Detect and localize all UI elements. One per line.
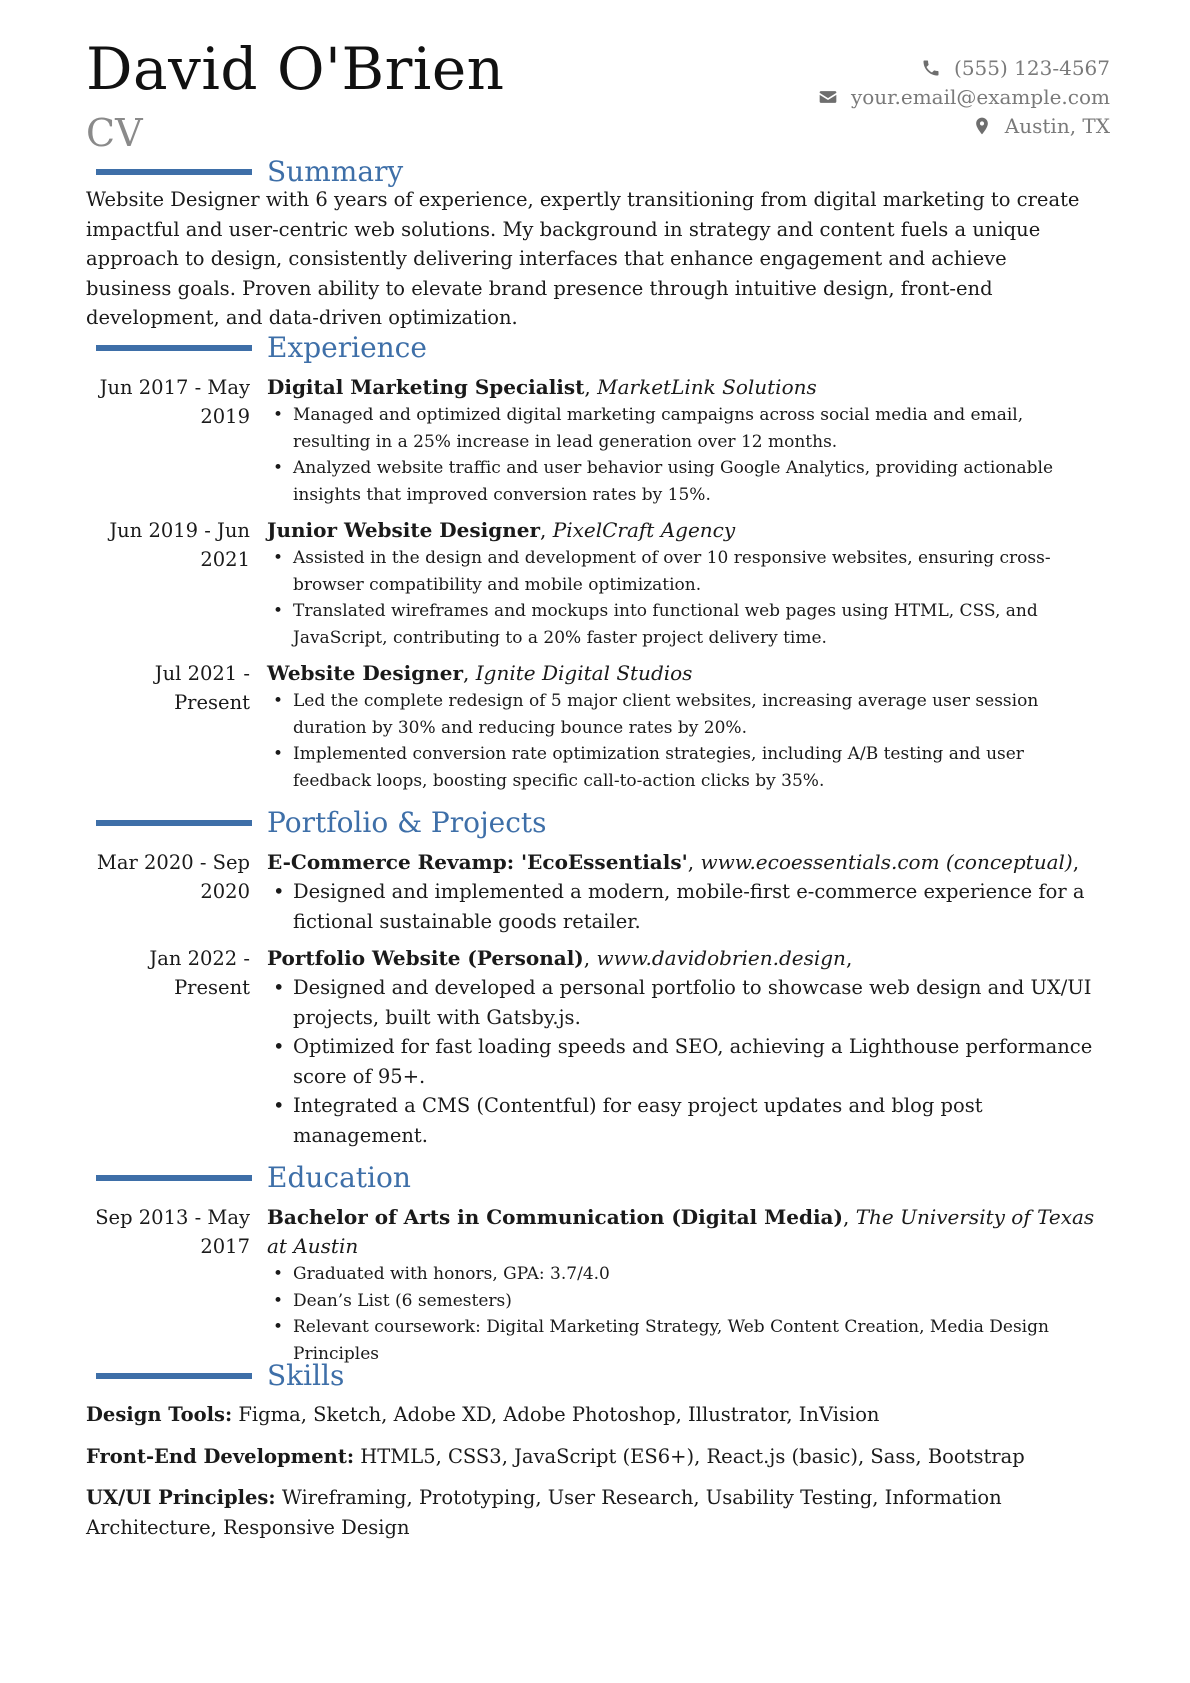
bullet-item: • Dean’s List (6 semesters): [267, 1288, 1097, 1315]
bullet-item: • Analyzed website traffic and user behavior using Google Analytics, providing actionable insights that improved conversion rates by 15%.: [267, 455, 1097, 508]
contact-block: [817, 54, 1110, 141]
skill-values: Figma, Sketch, Adobe XD, Adobe Photoshop, Illustrator, InVision: [238, 1403, 880, 1426]
entry-heading: Junior Website Designer, PixelCraft Agency: [267, 518, 736, 542]
phone-icon: [920, 57, 942, 77]
skill-row: [86, 1442, 1096, 1472]
entry-date: Sep 2013 - May 2017: [95, 1206, 250, 1258]
phone-text[interactable]: (555) 123-4567: [954, 56, 1110, 80]
skill-values: Wireframing, Prototyping, User Research, Usability Testing, Information Architecture, Responsive Design: [86, 1486, 1002, 1539]
entry-role: Website Designer: [267, 661, 464, 685]
section-rule: [96, 169, 252, 175]
bullet-item: • Led the complete redesign of 5 major client websites, increasing average user session duration by 30% and reducing bounce rates by 20%.: [267, 688, 1097, 741]
summary-text: Website Designer with 6 years of experience, expertly transitioning from digital marketing to create impactful and user-centric web solutions. My background in strategy and content fuels a unique approach to design, consistently delivering interfaces that enhance engagement and achieve business goals. Proven ability to elevate brand presence through intuitive design, front-end development, and data-driven optimization.: [86, 188, 1080, 329]
entry-heading: Portfolio Website (Personal), www.davidobrien.design,: [267, 946, 853, 970]
bullet-item: • Managed and optimized digital marketing campaigns across social media and email, resulting in a 25% increase in lead generation over 12 months.: [267, 402, 1097, 455]
skill-category: UX/UI Principles:: [86, 1486, 276, 1509]
entry-body: [267, 1203, 1097, 1367]
contact-email: [817, 83, 1110, 112]
bullet-item: • Designed and developed a personal portfolio to showcase web design and UX/UI projects, built with Gatsby.js.: [267, 973, 1097, 1032]
entry-date: Jul 2021 - Present: [154, 662, 250, 714]
entry-bullets: [267, 973, 1097, 1150]
section-rule: [96, 820, 252, 826]
entry-organization: PixelCraft Agency: [552, 518, 736, 542]
entry-date: Jun 2017 - May 2019: [99, 376, 250, 428]
location-text: Austin, TX: [1004, 114, 1110, 138]
skill-row: [86, 1483, 1096, 1542]
contact-phone: [817, 54, 1110, 83]
entry-heading: Digital Marketing Specialist, MarketLink Solutions: [267, 375, 817, 399]
entry-bullets: [267, 877, 1097, 936]
entry-role: Bachelor of Arts in Communication (Digital Media): [267, 1205, 843, 1229]
entry-organization: MarketLink Solutions: [597, 375, 817, 399]
document-type: CV: [86, 111, 143, 155]
entry-body: [267, 373, 1097, 508]
section-heading-experience: [96, 330, 1096, 366]
entry-date: Jan 2022 - Present: [149, 947, 250, 999]
entry-organization: The University of Texas at Austin: [267, 1205, 1095, 1258]
entry-date: Jun 2019 - Jun 2021: [109, 519, 250, 571]
section-rule: [96, 1373, 252, 1379]
skill-row: [86, 1400, 1096, 1430]
entry-role: Digital Marketing Specialist: [267, 375, 585, 399]
section-heading-skills: [96, 1358, 1096, 1394]
skill-category: Design Tools:: [86, 1403, 233, 1426]
entry-body: [267, 848, 1097, 936]
entry-role: Portfolio Website (Personal): [267, 946, 584, 970]
map-marker-icon: [971, 115, 993, 135]
bullet-item: • Integrated a CMS (Contentful) for easy project updates and blog post management.: [267, 1091, 1097, 1150]
section-title: Experience: [267, 331, 427, 364]
person-name: David O'Brien: [86, 35, 505, 103]
section-title: Skills: [267, 1359, 345, 1392]
bullet-item: • Optimized for fast loading speeds and SEO, achieving a Lighthouse performance score of 95+.: [267, 1032, 1097, 1091]
project-link[interactable]: www.ecoessentials.com (conceptual): [700, 850, 1073, 874]
entry-organization: Ignite Digital Studios: [475, 661, 693, 685]
entry-bullets: [267, 688, 1097, 794]
skill-category: Front-End Development:: [86, 1444, 355, 1468]
project-link[interactable]: www.davidobrien.design: [596, 946, 846, 970]
contact-location: [817, 112, 1110, 141]
entry-body: [267, 516, 1097, 651]
entry-date: Mar 2020 - Sep 2020: [96, 851, 250, 903]
bullet-item: • Relevant coursework: Digital Marketing Strategy, Web Content Creation, Media Design Principles: [267, 1314, 1097, 1367]
entry-body: [267, 944, 1097, 1150]
email-text[interactable]: your.email@example.com: [850, 85, 1110, 109]
section-rule: [96, 345, 252, 351]
bullet-item: • Implemented conversion rate optimization strategies, including A/B testing and user feedback loops, boosting specific call-to-action clicks by 35%.: [267, 741, 1097, 794]
section-rule: [96, 1175, 252, 1181]
entry-role: Junior Website Designer: [267, 518, 541, 542]
bullet-item: • Assisted in the design and development of over 10 responsive websites, ensuring cross-browser compatibility and mobile optimization.: [267, 545, 1097, 598]
entry-bullets: [267, 1261, 1097, 1367]
entry-heading: Bachelor of Arts in Communication (Digital Media), The University of Texas at Austin: [267, 1205, 1095, 1258]
entry-bullets: [267, 545, 1097, 651]
bullet-item: • Graduated with honors, GPA: 3.7/4.0: [267, 1261, 1097, 1288]
envelope-icon: [817, 86, 839, 106]
section-title: Portfolio & Projects: [267, 806, 547, 839]
bullet-item: • Designed and implemented a modern, mobile-first e-commerce experience for a fictional sustainable goods retailer.: [267, 877, 1097, 936]
entry-role: E-Commerce Revamp: 'EcoEssentials': [267, 850, 688, 874]
skill-values: HTML5, CSS3, JavaScript (ES6+), React.js (basic), Sass, Bootstrap: [360, 1444, 1025, 1468]
skills-list: [86, 1400, 1096, 1554]
entry-heading: E-Commerce Revamp: 'EcoEssentials', www.ecoessentials.com (conceptual),: [267, 850, 1080, 874]
section-heading-education: [96, 1160, 1096, 1196]
section-title: Summary: [267, 155, 404, 188]
section-title: Education: [267, 1161, 411, 1194]
section-heading-projects: [96, 805, 1096, 841]
entry-bullets: [267, 402, 1097, 508]
bullet-item: • Translated wireframes and mockups into functional web pages using HTML, CSS, and JavaScript, contributing to a 20% faster project delivery time.: [267, 598, 1097, 651]
entry-heading: Website Designer, Ignite Digital Studios: [267, 661, 693, 685]
entry-body: [267, 659, 1097, 794]
